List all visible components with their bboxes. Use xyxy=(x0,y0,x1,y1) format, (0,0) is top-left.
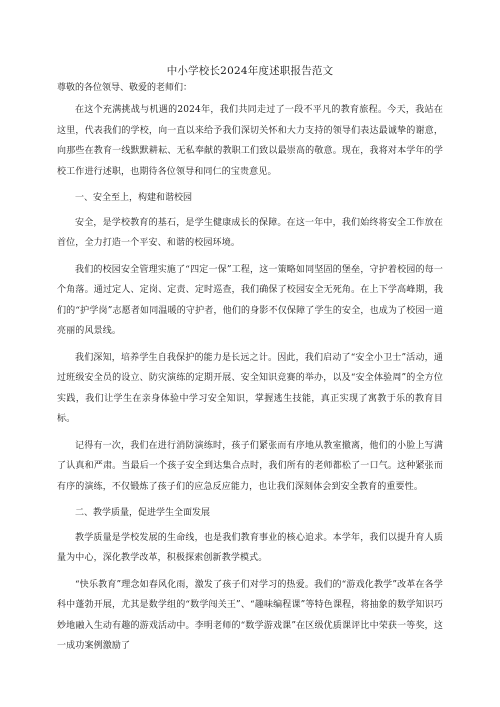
section-2-heading: 二、教学质量，促进学生全面发展 xyxy=(75,508,211,518)
section-1-paragraph-1: 安全，是学校教育的基石，是学生健康成长的保障。在这一年中，我们始终将安全工作放在首位，全力打造一个平安、和谐的校园环境。 xyxy=(57,217,443,248)
section-1-paragraph-4: 记得有一次，我们在进行消防演练时，孩子们紧张而有序地从教室撤离，他们的小脸上写满了认真和严肃。当最后一个孩子安全到达集合点时，我们所有的老师都松了一口气。这种紧张而有序的演练，不仅锻炼了孩子们的应急反应能力，也让我们深刻体会到安全教育的重要性。 xyxy=(57,440,443,492)
section-2-paragraph-1: 教学质量是学校发展的生命线，也是我们教育事业的核心追求。本学年，我们以提升育人质量为中心，深化教学改革，积极探索创新教学模式。 xyxy=(57,532,443,563)
salutation: 尊敬的各位领导、敬爱的老师们： xyxy=(57,83,193,93)
section-2-paragraph-2: “快乐教育”理念如春风化雨，激发了孩子们对学习的热爱。我们的“游戏化教学”改革在各学科中蓬勃开展，尤其是数学组的“数学闯关王”、“趣味编程课”等特色课程，将抽象的数学知识巧妙地融入生动有趣的游戏活动中。李明老师的“数学游戏课”在区级优质课评比中荣获一等奖，这一成功案例激励了 xyxy=(57,579,443,651)
section-1-heading: 一、安全至上，构建和谐校园 xyxy=(75,193,193,203)
section-1-paragraph-2: 我们的校园安全管理实施了“四定一保”工程，这一策略如同坚固的堡垒，守护着校园的每一个角落。通过定人、定岗、定责、定时巡查，我们确保了校园安全无死角。在上下学高峰期，我们的“护学岗”志愿者如同温暖的守护者，他们的身影不仅保障了学生的安全，也成为了校园一道亮丽的风景线。 xyxy=(57,264,443,336)
intro-paragraph: 在这个充满挑战与机遇的2024年，我们共同走过了一段不平凡的教育旅程。今天，我站在这里，代表我们的学校，向一直以来给予我们深切关怀和大力支持的领导们表达最诚挚的谢意，向那些在教育一线默默耕耘、无私奉献的教职工们致以最崇高的敬意。现在，我将对本学年的学校工作进行述职，也期待各位领导和同仁的宝贵意见。 xyxy=(57,105,443,177)
section-1-paragraph-3: 我们深知，培养学生自我保护的能力是长远之计。因此，我们启动了“安全小卫士”活动，通过班级安全员的设立、防灾演练的定期开展、安全知识竞赛的举办，以及“安全体验周”的全方位实践，我们让学生在亲身体验中学习安全知识，掌握逃生技能，真正实现了寓教于乐的教育目标。 xyxy=(57,352,443,424)
document-title: 中小学校长2024年度述职报告范文 xyxy=(166,65,334,77)
